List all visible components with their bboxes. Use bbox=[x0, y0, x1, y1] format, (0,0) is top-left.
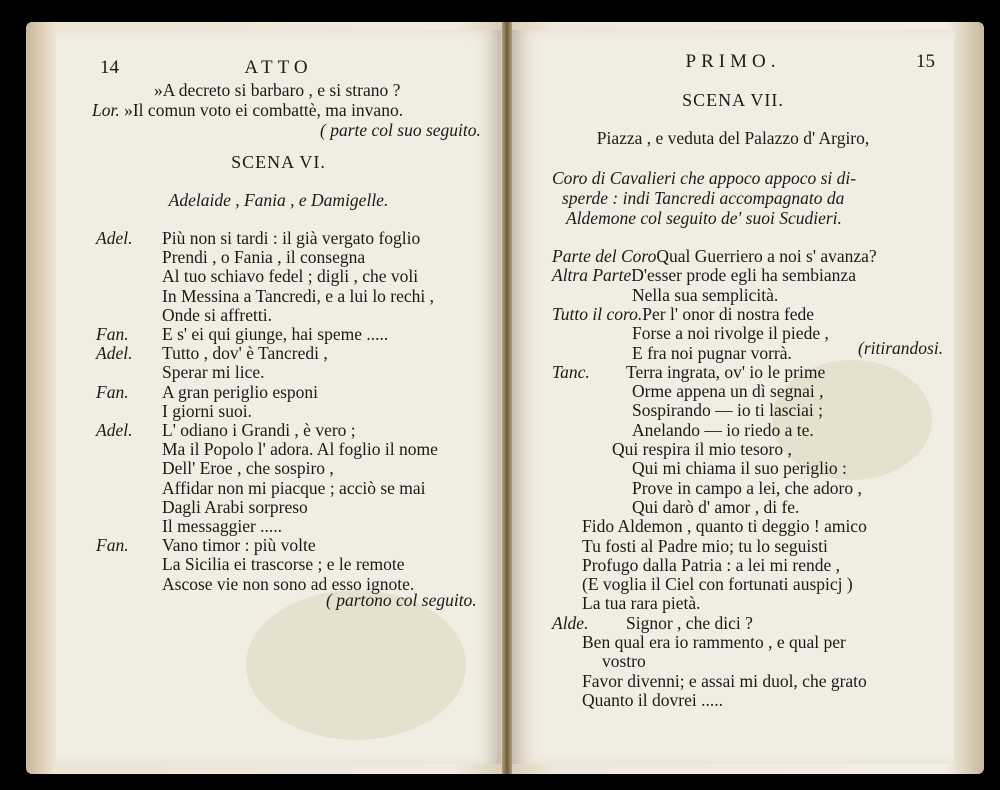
verse-text: Prendi , o Fania , il consegna bbox=[162, 247, 366, 268]
speech-line bbox=[96, 382, 318, 402]
verse-text: Il messaggier ..... bbox=[162, 516, 283, 536]
verse-text: Ma il Popolo l' adora. Al foglio il nome bbox=[162, 439, 438, 460]
stage-direction: Aldemone col seguito de' suoi Scudieri. bbox=[566, 208, 842, 228]
verse-text: Prove in campo a lei, che adoro , bbox=[632, 477, 862, 498]
speech-line bbox=[96, 535, 316, 555]
verse-text: Profugo dalla Patria : a lei mi rende , bbox=[582, 554, 841, 575]
right-page bbox=[512, 30, 954, 764]
speaker-label: Lor. bbox=[92, 100, 120, 120]
verse-text: Sperar mi lice. bbox=[162, 362, 265, 383]
speech-line bbox=[162, 247, 365, 267]
speech-line bbox=[582, 516, 867, 536]
stage-direction: sperde : indi Tancredi accompagnato da bbox=[562, 188, 845, 208]
speech-line bbox=[162, 286, 434, 306]
speech-line bbox=[162, 439, 438, 459]
verse-text: Quanto il dovrei ..... bbox=[582, 689, 723, 710]
speech-line bbox=[632, 323, 829, 343]
speaker-label: Alde. bbox=[552, 612, 589, 633]
speaker-label: Adel. bbox=[96, 228, 133, 248]
verse-text: L' odiano i Grandi , è vero ; bbox=[162, 420, 356, 440]
verse-text: Ascose vie non sono ad esso ignote. bbox=[162, 573, 415, 594]
open-book bbox=[26, 22, 984, 774]
verse-text: Anelando — io riedo a te. bbox=[632, 419, 814, 440]
character-list: Adelaide , Fania , e Damigelle. bbox=[168, 190, 389, 210]
speaker-label: Fan. bbox=[96, 324, 129, 344]
page-number: 14 bbox=[100, 57, 119, 78]
speech-line bbox=[582, 574, 853, 594]
verse-text: D'esser prode egli ha sembianza bbox=[631, 265, 856, 286]
speaker-label: Fan. bbox=[96, 381, 129, 402]
speaker-label: Tanc. bbox=[552, 361, 590, 382]
speech-line bbox=[162, 458, 334, 478]
speaker-label: Tutto il coro. bbox=[552, 303, 643, 324]
speech-line bbox=[162, 516, 282, 536]
scene-setting: Piazza , e veduta del Palazzo d' Argiro, bbox=[596, 128, 870, 148]
verse-text: Affidar non mi piacque ; acciò se mai bbox=[162, 477, 426, 498]
verse-text: I giorni suoi. bbox=[162, 400, 252, 421]
verse-text: vostro bbox=[602, 651, 646, 672]
verse-text: E s' ei qui giunge, hai speme ..... bbox=[162, 324, 389, 344]
left-page bbox=[56, 30, 501, 764]
verse-text: Per l' onor di nostra fede bbox=[642, 303, 815, 324]
verse-text: Più non si tardi : il già vergato foglio bbox=[162, 228, 421, 248]
verse-text: Orme appena un dì segnai , bbox=[632, 381, 824, 402]
verse-text: A gran periglio esponi bbox=[162, 381, 319, 402]
speaker-label: Adel. bbox=[96, 343, 133, 364]
speech-line bbox=[632, 285, 778, 305]
verse-text: Qui mi chiama il suo periglio : bbox=[632, 458, 847, 479]
speech-line bbox=[632, 400, 823, 420]
speaker-label: Altra Parte bbox=[552, 265, 632, 286]
speech-line bbox=[96, 324, 388, 344]
speech-line bbox=[632, 420, 814, 440]
verse-line: »A decreto si barbaro , e si strano ? bbox=[154, 80, 401, 100]
stage-direction: Coro di Cavalieri che appoco appoco si di- bbox=[552, 168, 857, 188]
speaker-label: Parte del Coro bbox=[552, 246, 657, 266]
stage-direction: (ritirandosi. bbox=[858, 338, 944, 358]
verse-text: Onde si affretti. bbox=[162, 304, 272, 325]
speech-line bbox=[632, 381, 823, 401]
speech-line bbox=[96, 228, 420, 248]
speech-line bbox=[582, 690, 723, 710]
verse-text: Ben qual era io rammento , e qual per bbox=[582, 632, 846, 652]
verse-text: Dagli Arabi sorpreso bbox=[162, 496, 308, 517]
speech-line bbox=[582, 671, 867, 691]
speaker-label: Adel. bbox=[96, 420, 133, 440]
speech-line bbox=[582, 555, 840, 575]
stage-direction: ( partono col seguito. bbox=[326, 590, 477, 610]
verse-text: »Il comun voto ei combattè, ma invano. bbox=[124, 100, 404, 120]
speech-line bbox=[162, 266, 418, 286]
verse-text: La Sicilia ei trascorse ; e le remote bbox=[162, 554, 405, 575]
speech-line bbox=[612, 439, 792, 459]
paper-stain bbox=[246, 590, 466, 740]
verse-text: Qual Guerriero a noi s' avanza? bbox=[656, 246, 877, 266]
verse-text: Fido Aldemon , quanto ti deggio ! amico bbox=[582, 516, 867, 537]
verse-text: E fra noi pugnar vorrà. bbox=[632, 342, 792, 363]
speech-line bbox=[582, 632, 846, 652]
speech-line bbox=[162, 362, 265, 382]
speech-line bbox=[552, 613, 753, 633]
speech-line bbox=[582, 593, 701, 613]
book-spine bbox=[502, 22, 512, 774]
speech-line bbox=[162, 497, 308, 517]
speech-line bbox=[162, 478, 426, 498]
verse-text: Tu fosti al Padre mio; tu lo seguisti bbox=[582, 535, 828, 556]
speech-line bbox=[552, 246, 877, 266]
verse-text: Vano timor : più volte bbox=[162, 535, 316, 556]
scene-title: SCENA VI. bbox=[231, 152, 326, 172]
speech-line bbox=[632, 497, 799, 517]
speech-line bbox=[632, 478, 862, 498]
verse-text: (E voglia il Ciel con fortunati auspicj ) bbox=[582, 574, 853, 595]
speech-line bbox=[162, 305, 272, 325]
verse-text: Al tuo schiavo fedel ; digli , che voli bbox=[162, 266, 419, 287]
speech-line bbox=[162, 554, 404, 574]
page-number: 15 bbox=[916, 51, 935, 72]
speech-line bbox=[552, 362, 825, 382]
speech-line bbox=[632, 343, 792, 363]
verse-text: La tua rara pietà. bbox=[582, 593, 701, 614]
speech-line bbox=[162, 401, 252, 421]
verse-text: In Messina a Tancredi, e a lui lo rechi , bbox=[162, 285, 435, 306]
verse-text: Nella sua semplicità. bbox=[632, 284, 779, 305]
verse-text: Qui respira il mio tesoro , bbox=[612, 439, 792, 459]
speech-line bbox=[602, 651, 646, 671]
verse-line bbox=[92, 100, 403, 120]
verse-text: Dell' Eroe , che sospiro , bbox=[162, 458, 334, 479]
speech-line bbox=[552, 304, 814, 324]
speech-line bbox=[96, 343, 328, 363]
speech-line bbox=[552, 265, 856, 285]
running-head: PRIMO. bbox=[685, 51, 781, 72]
verse-text: Terra ingrata, ov' io le prime bbox=[626, 361, 826, 382]
speech-line bbox=[632, 458, 847, 478]
running-head: ATTO bbox=[244, 57, 313, 78]
stage-direction: ( parte col suo seguito. bbox=[320, 120, 481, 140]
verse-text: Favor divenni; e assai mi duol, che grato bbox=[582, 670, 867, 691]
speech-line bbox=[582, 536, 828, 556]
verse-text: Sospirando — io ti lasciai ; bbox=[632, 400, 824, 421]
verse-text: Tutto , dov' è Tancredi , bbox=[162, 343, 328, 364]
verse-text: Signor , che dici ? bbox=[626, 612, 753, 633]
scene-title: SCENA VII. bbox=[682, 90, 784, 110]
speech-line bbox=[96, 420, 356, 440]
speaker-label: Fan. bbox=[96, 535, 129, 556]
verse-text: Qui darò d' amor , di fe. bbox=[632, 496, 800, 517]
verse-text: Forse a noi rivolge il piede , bbox=[632, 323, 829, 344]
